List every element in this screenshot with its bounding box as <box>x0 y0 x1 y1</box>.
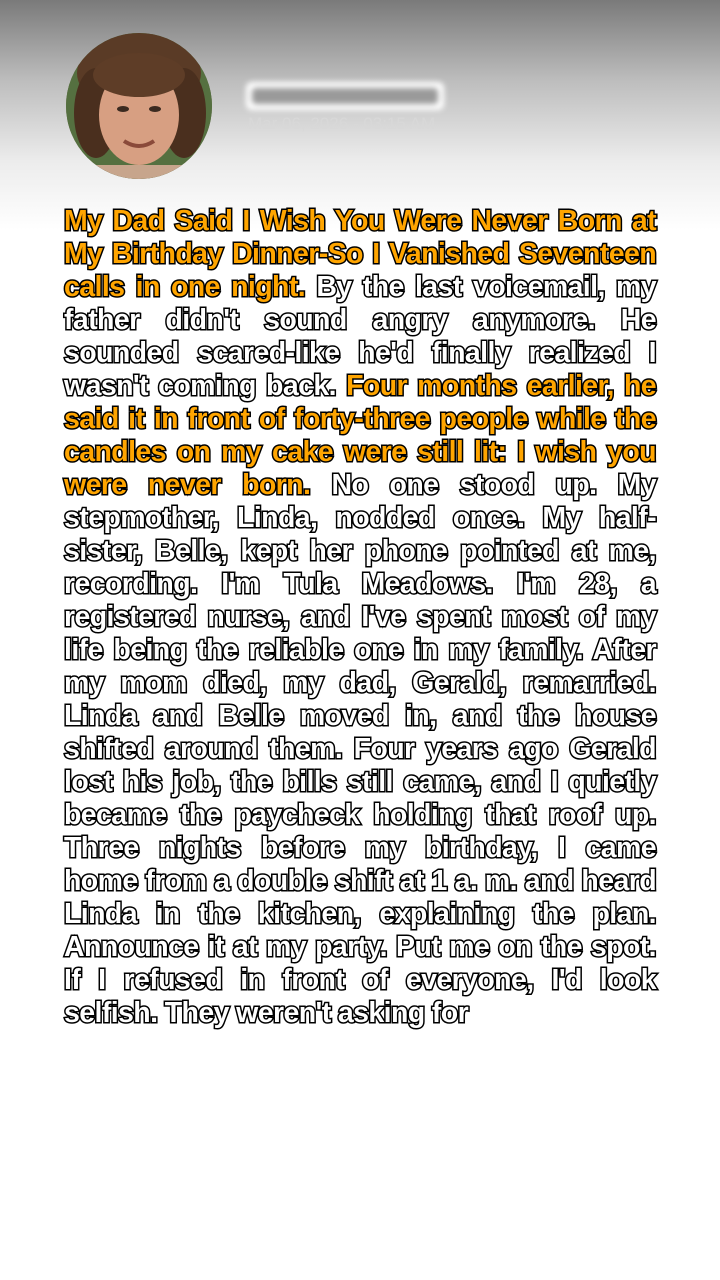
author-username[interactable] <box>246 82 444 110</box>
story-text <box>64 205 656 1030</box>
post-header <box>0 0 720 230</box>
story-hook: Seventeen calls in one night. <box>64 238 656 303</box>
story-quote: Four months earlier, he said it in front of forty-three people while the candles on my cake were still lit: I wish you were never born. <box>64 370 656 501</box>
author-avatar[interactable] <box>66 33 212 179</box>
story-title: My Dad Said I Wish You Were Never Born at My Birthday Dinner-So I Vanished <box>64 205 656 270</box>
story-paragraph-2: No one stood up. My stepmother, Linda, nodded once. My half-sister, Belle, kept her phone pointed at me, recording. I'm Tula Meadows. I'm 28, a registered nurse, and I've spent most of my life being the reliable one in my family. After my mom died, my dad, Gerald, remarried. Linda and Belle moved in, and the house shifted around them. Four years ago Gerald lost his job, the bills still came, and I quietly became the paycheck holding that roof up. Three nights before my birthday, I came home from a double shift at 1 a. m. and heard Linda in the kitchen, explaining the plan. Announce it at my party. Put me on the spot. If I refused in front of everyone, I'd look selfish. They weren't asking for <box>64 469 657 1029</box>
post-timestamp: Mar 06, 2026 - 03:15 AM <box>248 114 436 133</box>
avatar-portrait-image <box>66 33 212 179</box>
story-paragraph-1: By the last voicemail, my father didn't sound angry anymore. He sounded scared-like he'd finally realized I wasn't coming back. <box>64 271 656 402</box>
